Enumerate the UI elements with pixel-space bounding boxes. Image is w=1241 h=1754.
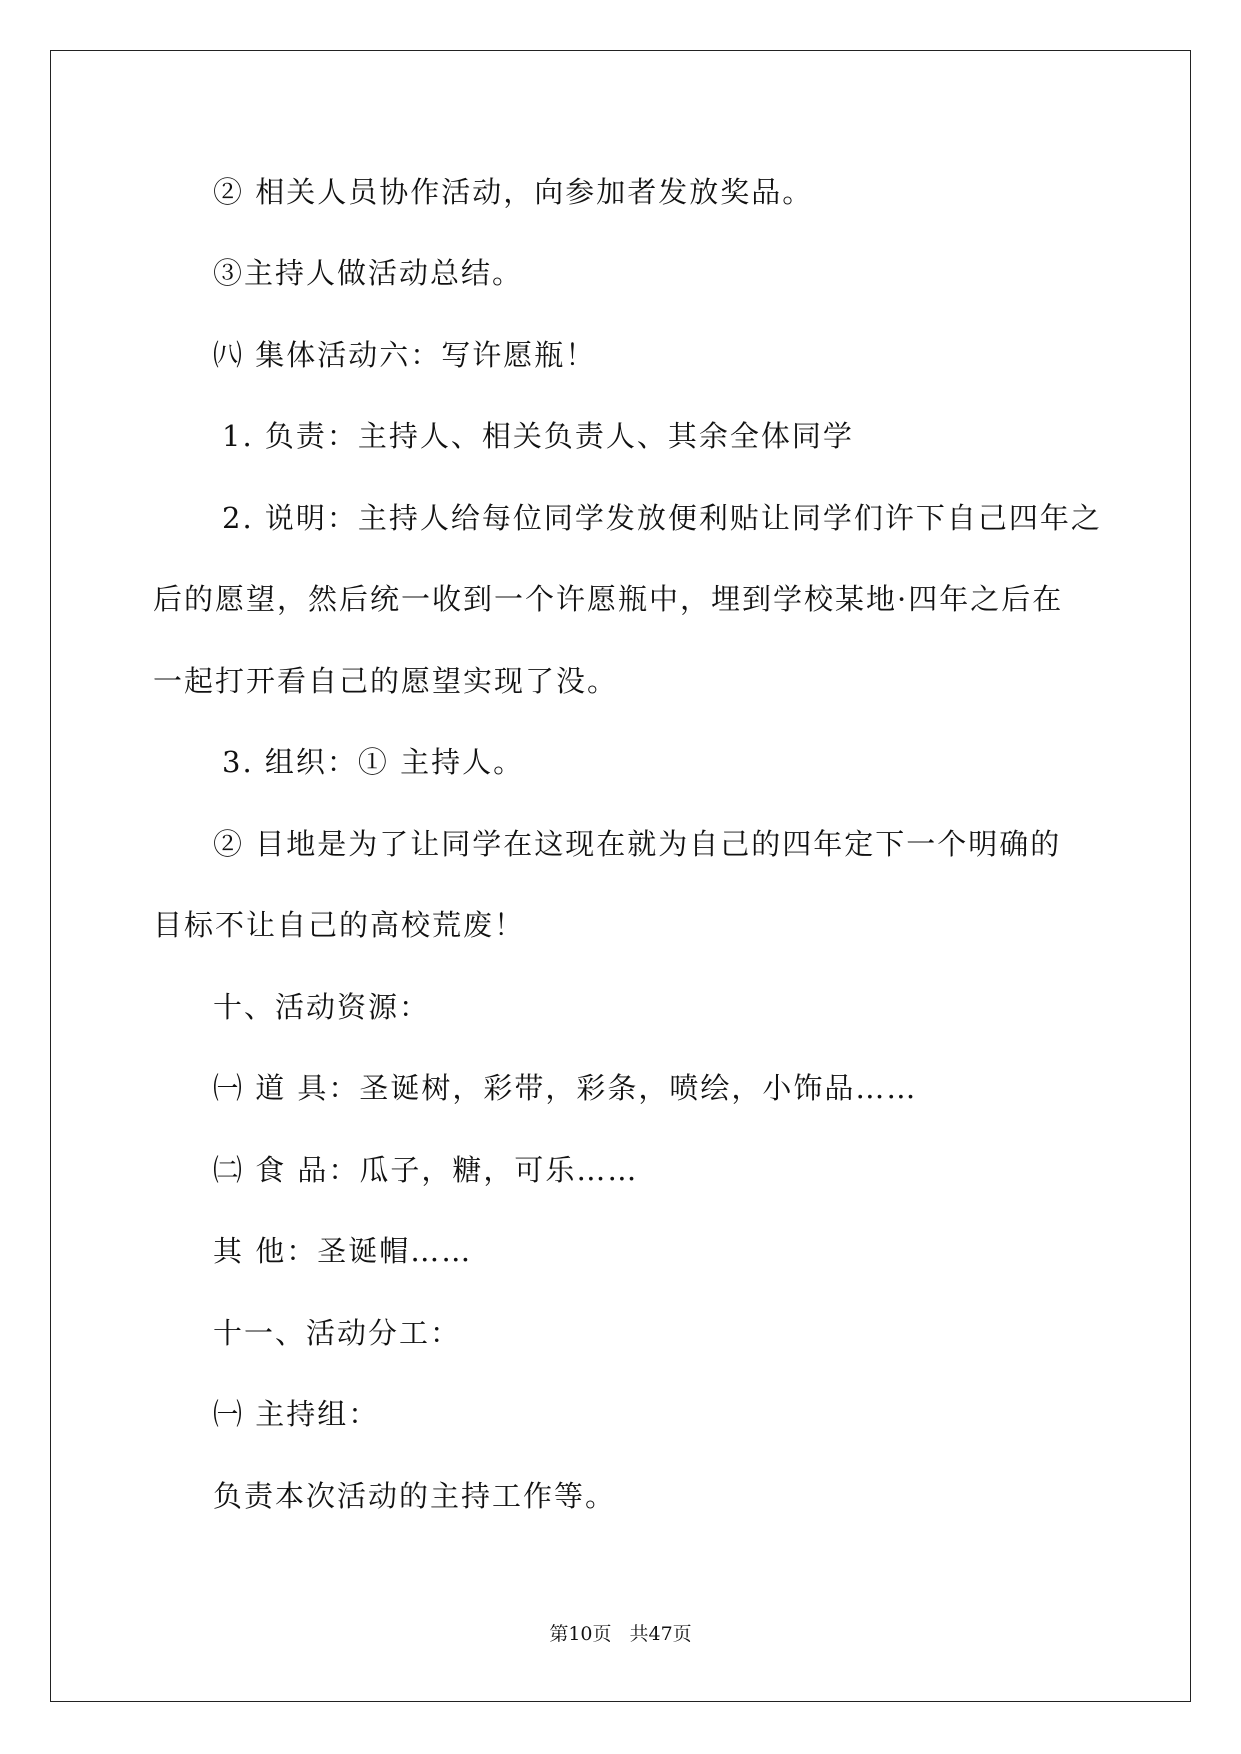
- text-line: ㈡ 食 品：瓜子，糖，可乐……: [213, 1153, 639, 1187]
- text-line: ② 相关人员协作活动，向参加者发放奖品。: [213, 175, 814, 209]
- text-line: 1. 负责：主持人、相关负责人、其余全体同学: [222, 419, 854, 453]
- section-heading: 十、活动资源：: [213, 990, 431, 1024]
- text-line: 其 他：圣诞帽……: [213, 1234, 473, 1268]
- page-number: 第10页: [549, 1623, 612, 1645]
- text-line: 负责本次活动的主持工作等。: [213, 1479, 617, 1513]
- page-footer: [0, 1622, 1241, 1646]
- text-line: 2. 说明：主持人给每位同学发放便利贴让同学们许下自己四年之: [222, 501, 1102, 535]
- section-heading: ㈧ 集体活动六：写许愿瓶！: [213, 338, 597, 372]
- page-border: [50, 50, 1191, 1702]
- text-line: 后的愿望，然后统一收到一个许愿瓶中，埋到学校某地·四年之后在: [153, 582, 1064, 616]
- page-total: 共47页: [629, 1623, 692, 1645]
- text-line: ③主持人做活动总结。: [213, 256, 524, 290]
- text-line: 3. 组织：① 主持人。: [222, 745, 525, 779]
- text-line: ㈠ 道 具：圣诞树，彩带，彩条，喷绘，小饰品……: [213, 1071, 918, 1105]
- text-line: 一起打开看自己的愿望实现了没。: [153, 664, 619, 698]
- text-line: ㈠ 主持组：: [213, 1397, 380, 1431]
- text-line: ② 目地是为了让同学在这现在就为自己的四年定下一个明确的: [213, 827, 1062, 861]
- text-line: 目标不让自己的高校荒废！: [153, 908, 526, 942]
- section-heading: 十一、活动分工：: [213, 1316, 462, 1350]
